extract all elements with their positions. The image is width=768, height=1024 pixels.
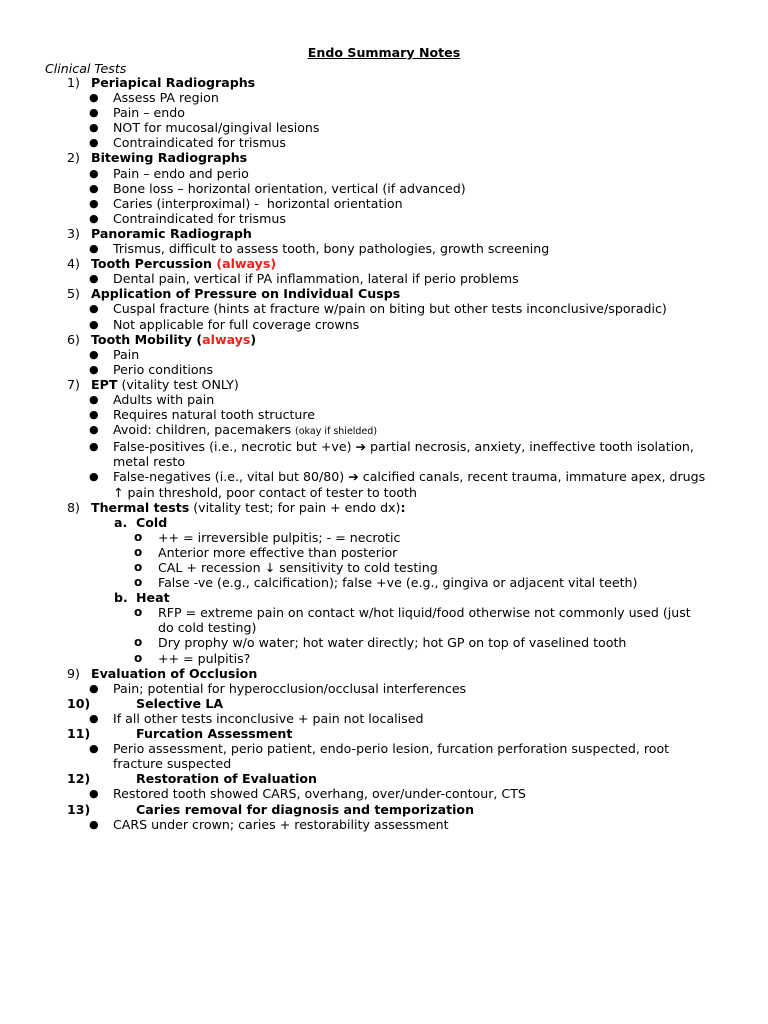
bullet-icon: ● [89, 106, 99, 120]
sub-bullet-item: o False -ve (e.g., calcification); false +ve (e.g., gingiva or adjacent vital teeth) [134, 575, 638, 591]
item-heading: EPT (vitality test ONLY) [91, 376, 239, 392]
bullet-icon: ● [89, 408, 99, 422]
circle-bullet-icon: o [134, 635, 143, 650]
item-number: 8) [67, 499, 80, 515]
item-number: 11) [67, 726, 91, 742]
item-heading: Restoration of Evaluation [136, 771, 318, 787]
item-number: 7) [67, 376, 80, 392]
bullet-item: ● False-positives (i.e., necrotic but +ve) ➔ partial necrosis, anxiety, ineffective tooth isolation, metal resto [89, 439, 694, 470]
sub-item: a. Cold [114, 514, 168, 530]
notes-list [0, 75, 768, 832]
bullet-item: ● Trismus, difficult to assess tooth, bony pathologies, growth screening [89, 241, 550, 257]
item-heading: Panoramic Radiograph [91, 225, 252, 241]
list-item [0, 286, 768, 301]
list-item [0, 226, 768, 241]
bullet-item: ● Contraindicated for trismus [89, 210, 286, 226]
item-heading: Selective LA [136, 695, 224, 711]
bullet-item: ● Pain [89, 346, 140, 362]
bullet-item: ● Not applicable for full coverage crowns [89, 316, 360, 332]
list-item [0, 377, 768, 392]
circle-bullet-icon: o [134, 544, 143, 559]
bullet-item: ● Requires natural tooth structure [89, 407, 316, 423]
bullet-item: ● Contraindicated for trismus [89, 135, 286, 151]
list-item [0, 150, 768, 165]
bullet-item: ● Pain – endo and perio [89, 165, 249, 181]
item-number: 2) [67, 150, 80, 166]
item-number: 12) [67, 771, 91, 787]
always-highlight: always [202, 331, 251, 347]
bullet-item: ● CARS under crown; caries + restorability assessment [89, 816, 449, 832]
bullet-item: ● Dental pain, vertical if PA inflammation, lateral if perio problems [89, 271, 519, 287]
item-number: 10) [67, 695, 91, 711]
bullet-icon: ● [89, 136, 99, 150]
bullet-icon: ● [89, 681, 99, 695]
bullet-icon: ● [89, 242, 99, 256]
circle-bullet-icon: o [134, 529, 143, 544]
sub-bullet-item: o RFP = extreme pain on contact w/hot liquid/food otherwise not commonly used (just do cold testing) [134, 605, 691, 636]
document-title: Endo Summary Notes [307, 45, 461, 60]
bullet-icon: ● [89, 817, 99, 831]
bullet-icon: ● [89, 362, 99, 376]
circle-bullet-icon: o [134, 575, 143, 590]
bullet-item: ● If all other tests inconclusive + pain not localised [89, 710, 424, 726]
item-number: 6) [67, 331, 80, 347]
bullet-icon: ● [89, 196, 99, 210]
sub-bullet-item: o Dry prophy w/o water; hot water directly; hot GP on top of vaselined tooth [134, 635, 627, 651]
bullet-icon: ● [89, 91, 99, 105]
bullet-item: ● Adults with pain [89, 391, 215, 407]
bullet-item: ● Pain – endo [89, 105, 185, 121]
sub-bullet-item: o ++ = pulpitis? [134, 650, 251, 666]
bullet-item: ● Bone loss – horizontal orientation, vertical (if advanced) [89, 180, 466, 196]
item-heading: Bitewing Radiographs [91, 150, 248, 166]
bullet-icon: ● [89, 392, 99, 406]
section-label: Clinical Tests [45, 61, 127, 76]
item-number: 1) [67, 75, 80, 90]
bullet-icon: ● [89, 423, 99, 437]
list-item [0, 802, 768, 817]
bullet-item: ● Perio assessment, perio patient, endo-perio lesion, furcation perforation suspected, root fracture suspected [89, 741, 670, 772]
item-heading: Thermal tests (vitality test; for pain + endo dx): [91, 499, 406, 515]
bullet-item: ● Pain; potential for hyperocclusion/occlusal interferences [89, 680, 467, 696]
bullet-icon: ● [89, 272, 99, 286]
item-number: 13) [67, 801, 91, 817]
circle-bullet-icon: o [134, 650, 143, 665]
bullet-icon: ● [89, 470, 99, 484]
bullet-icon: ● [89, 166, 99, 180]
list-item [0, 256, 768, 271]
bullet-icon: ● [89, 121, 99, 135]
item-heading: Evaluation of Occlusion [91, 665, 258, 681]
item-heading: Caries removal for diagnosis and temporization [136, 801, 475, 817]
item-number: 9) [67, 665, 80, 681]
bullet-icon: ● [89, 211, 99, 225]
item-number: 4) [67, 256, 80, 272]
bullet-icon: ● [89, 317, 99, 331]
bullet-item: ● Cuspal fracture (hints at fracture w/pain on biting but other tests inconclusive/sporadic) [89, 301, 667, 317]
item-number: 3) [67, 225, 80, 241]
bullet-item: ● Perio conditions [89, 361, 214, 377]
bullet-item: ● NOT for mucosal/gingival lesions [89, 120, 320, 136]
bullet-item: ● Assess PA region [89, 90, 219, 106]
list-item [0, 726, 768, 741]
list-item [0, 666, 768, 681]
item-number: 5) [67, 286, 80, 302]
bullet-item: ● False-negatives (i.e., vital but 80/80) ➔ calcified canals, recent trauma, immature apex, drugs ↑ pain threshold, poor contact of tester to tooth [89, 469, 706, 500]
bullet-icon: ● [89, 742, 99, 756]
sub-item: b. Heat [114, 590, 170, 606]
bullet-icon: ● [89, 440, 99, 454]
sub-bullet-item: o Anterior more effective than posterior [134, 544, 398, 560]
bullet-item: ● Avoid: children, pacemakers (okay if shielded) [89, 422, 378, 438]
list-item [0, 75, 768, 90]
item-heading: Application of Pressure on Individual Cusps [91, 286, 401, 302]
item-heading: Tooth Percussion (always) [91, 256, 277, 272]
circle-bullet-icon: o [134, 560, 143, 574]
list-item [0, 771, 768, 786]
circle-bullet-icon: o [134, 605, 143, 620]
bullet-item: ● Caries (interproximal) - horizontal orientation [89, 195, 403, 211]
list-item [0, 696, 768, 711]
always-highlight: (always) [216, 256, 277, 272]
sub-bullet-item: o CAL + recession ↓ sensitivity to cold testing [134, 560, 438, 575]
item-heading: Tooth Mobility (always) [91, 331, 257, 347]
sub-bullet-item: o ++ = irreversible pulpitis; - = necrotic [134, 529, 401, 545]
bullet-icon: ● [89, 181, 99, 195]
bullet-item: ● Restored tooth showed CARS, overhang, over/under-contour, CTS [89, 786, 526, 802]
bullet-icon: ● [89, 787, 99, 801]
bullet-icon: ● [89, 347, 99, 361]
item-heading: Periapical Radiographs [91, 75, 256, 90]
item-heading: Furcation Assessment [136, 726, 293, 742]
list-item [0, 332, 768, 347]
bullet-icon: ● [89, 302, 99, 316]
bullet-icon: ● [89, 711, 99, 725]
list-item [0, 500, 768, 515]
